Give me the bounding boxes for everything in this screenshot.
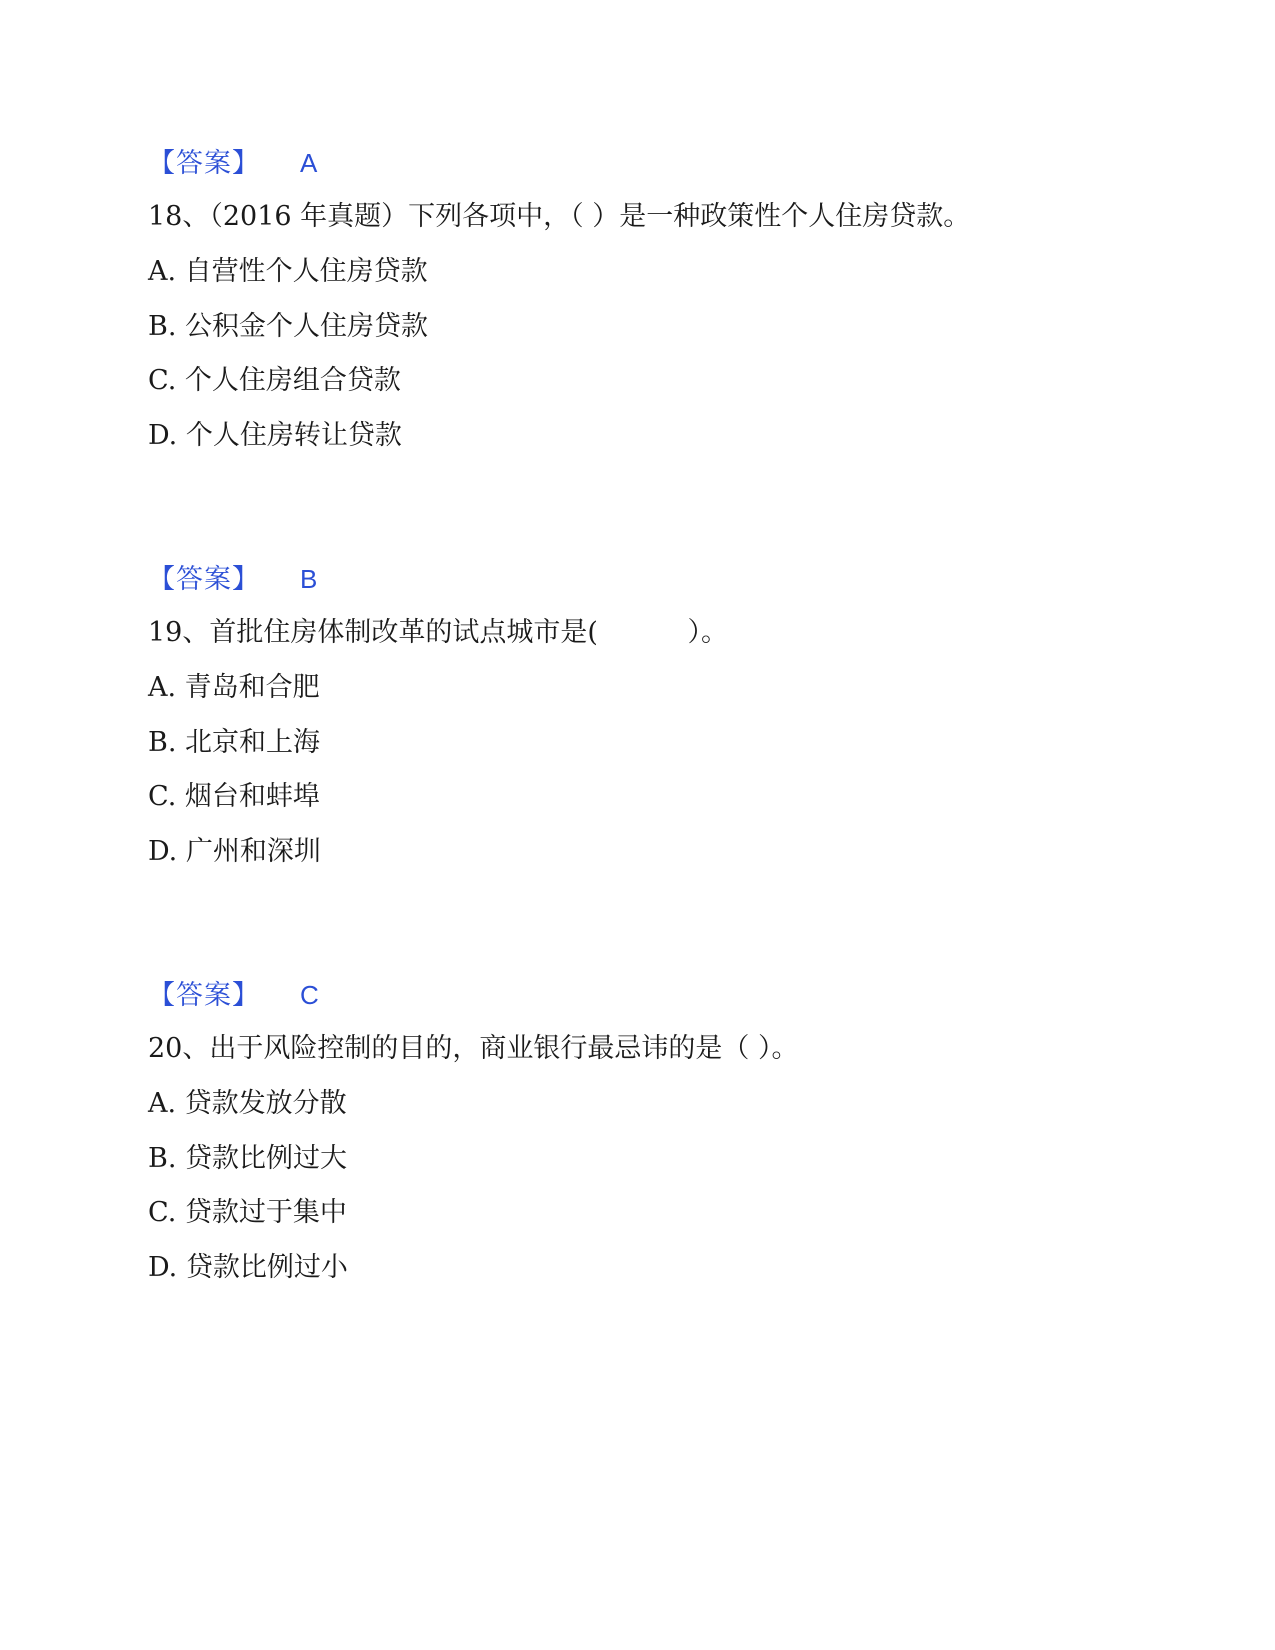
option-b: B. 公积金个人住房贷款 [148,311,429,342]
answer-value: B [300,564,318,594]
answer-row [148,562,317,596]
question-text: 19、首批住房体制改革的试点城市是( ）。 [148,617,728,648]
answer-row [148,978,319,1012]
option-d: D. 广州和深圳 [148,836,321,867]
option-c: C. 个人住房组合贷款 [148,365,401,396]
option-c: C. 烟台和蚌埠 [148,781,320,812]
option-b: B. 北京和上海 [148,727,321,758]
option-a: A. 青岛和合肥 [148,672,320,703]
option-d: D. 贷款比例过小 [148,1252,348,1283]
answer-label: 【答案】 [148,980,260,1011]
option-a: A. 贷款发放分散 [148,1088,347,1119]
answer-row [148,146,317,180]
question-text: 18、（2016 年真题）下列各项中，（ ）是一种政策性个人住房贷款。 [148,201,971,232]
option-c: C. 贷款过于集中 [148,1197,347,1228]
answer-label: 【答案】 [148,148,260,179]
question-text: 20、出于风险控制的目的，商业银行最忌讳的是（ ）。 [148,1033,799,1064]
answer-value: A [300,148,318,178]
option-a: A. 自营性个人住房贷款 [148,256,428,287]
answer-value: C [300,980,319,1010]
option-b: B. 贷款比例过大 [148,1143,348,1174]
answer-label: 【答案】 [148,564,260,595]
option-d: D. 个人住房转让贷款 [148,420,402,451]
